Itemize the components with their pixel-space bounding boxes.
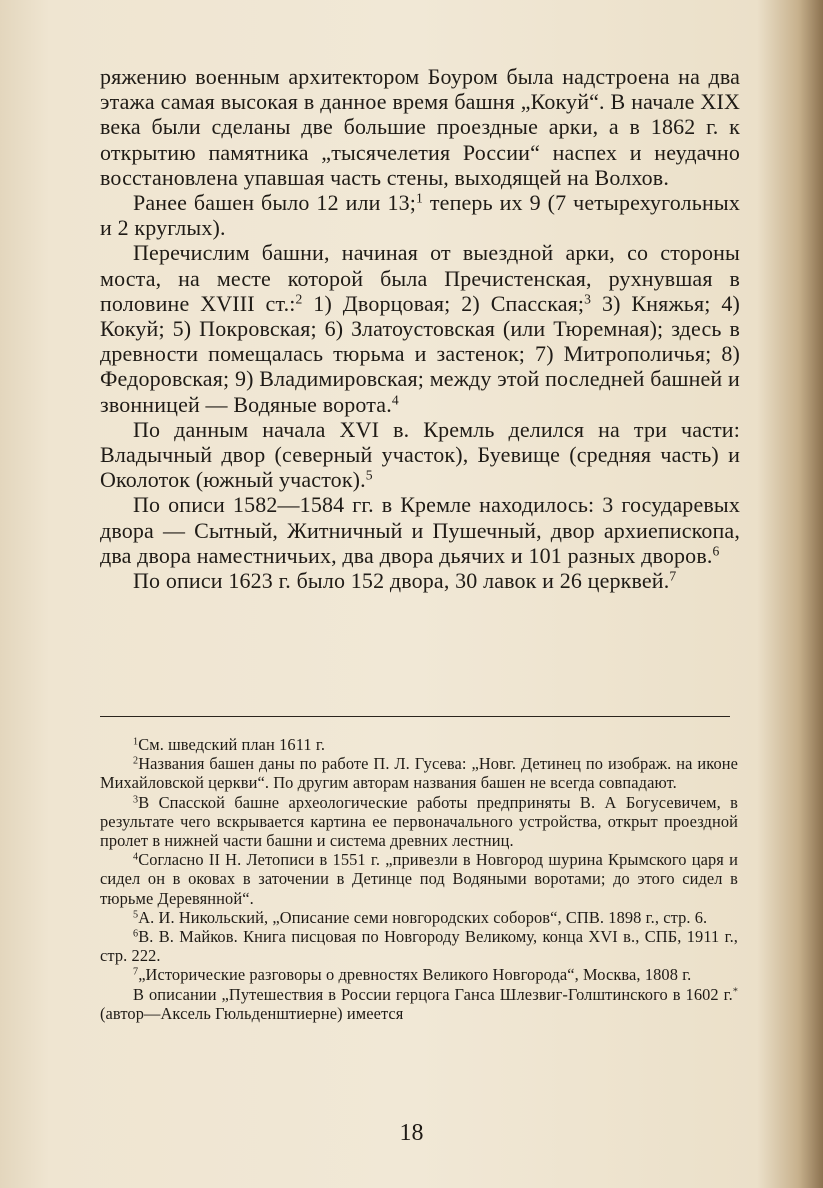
paragraph-text: 3) Княжья; 4) Кокуй; 5) Покровская; 6) Златоустовская (или Тюремная); здесь в древности помещалась тюрьма и застенок; 7) Митрополичья; 8) Федоровская; 9) Владимировская; между этой последней башней и звонницей — Водяные ворота. [100,290,740,417]
paragraph [100,190,740,240]
footnote [100,735,738,754]
page-number: 18 [399,1120,424,1146]
footnote-text: (автор—Аксель Гюльденштиерне) имеется [100,1003,404,1023]
paragraph [100,492,740,568]
footnote-ref: 2 [295,291,303,307]
footnote-ref: * [732,986,738,998]
main-text [100,64,740,593]
footnote-divider [100,716,730,717]
footnote-ref: 1 [416,190,424,206]
paragraph-text: 1) Дворцовая; 2) Спасская; [302,290,585,316]
footnote-text: Названия башен даны по работе П. Л. Гусева: „Новг. Детинец по изображ. на иконе Михайловской церкви“. По другим авторам названия башен не всегда совпадают. [100,754,738,793]
footnote-number: 4 [133,851,139,863]
footnote [100,965,738,984]
footnote-number: 2 [133,755,139,767]
footnotes [100,735,738,1023]
footnote [100,908,738,927]
footnote-number: 7 [133,966,139,978]
footnote-text: В. В. Майков. Книга писцовая по Новгороду Великому, конца XVI в., СПБ, 1911 г., стр. 222. [100,927,738,966]
footnote-text: А. И. Никольский, „Описание семи новгородских соборов“, СПВ. 1898 г., стр. 6. [138,907,708,927]
paragraph-text: Перечислим башни, начиная от выездной арки, со стороны моста, на месте которой была Пречистенская, рухнувшая в половине XVIII ст.: [100,240,740,316]
footnote-text: В описании „Путешествия в России герцога Ганса Шлезвиг-Голштинского в 1602 г. [133,984,733,1004]
footnote [100,927,738,965]
footnote [100,850,738,908]
footnote-text: В Спасской башне археологические работы предприняты В. А Богусевичем, в результате чего вскрывается картина ее первоначального устройства, открыт проездной пролет в нижней части башни и система древних лестниц. [100,792,738,851]
paragraph-text: теперь их 9 (7 четырехугольных и 2 круглых). [100,190,740,241]
footnote-number: 6 [133,928,139,940]
footnote-text: „Исторические разговоры о древностях Великого Новгорода“, Москва, 1808 г. [138,965,692,985]
footnote-ref: 6 [712,543,720,559]
footnote-number: 5 [133,909,139,921]
paragraph-text: По данным начала XVI в. Кремль делился на три части: Владычный двор (северный участок), Буевище (средняя часть) и Околоток (южный участок). [100,416,740,493]
footnote-ref: 5 [365,467,373,483]
footnote-ref: 3 [584,291,592,307]
footnote-number: 1 [133,736,139,748]
footnote-text: См. шведский план 1611 г. [138,735,326,754]
paragraph [100,568,740,593]
footnote-number: 3 [133,794,139,806]
paragraph-text: По описи 1582—1584 гг. в Кремле находилось: 3 государевых двора — Сытный, Житничный и Пушечный, двор архиепископа, два двора наместничьих, два двора дьячих и 101 разных дворов. [100,492,740,568]
paragraph [100,240,740,416]
footnote [100,985,738,1023]
footnote-ref: 7 [669,568,677,584]
footnote-ref: 4 [391,392,399,408]
paragraph-text: ряжению военным архитектором Боуром была надстроена на два этажа самая высокая в данное время башня „Кокуй“. В начале XIX века были сделаны две большие проездные арки, а в 1862 г. к открытию памятника „тысячелетия России“ наспех и неудачно восстановлена упавшая часть стены, выходящей на Волхов. [100,64,740,190]
paragraph [100,417,740,493]
paragraph-text: Ранее башен было 12 или 13; [133,190,417,216]
footnote-text: Согласно II Н. Летописи в 1551 г. „привезли в Новгород шурина Крымского царя и сидел он в оковах в заточении в Детинце под Водяными воротами; до этого сидел в тюрьме Деревянной“. [100,850,738,908]
footnote [100,754,738,792]
paragraph [100,64,740,190]
footnote [100,793,738,851]
paragraph-text: По описи 1623 г. было 152 двора, 30 лавок и 26 церквей. [133,568,670,594]
